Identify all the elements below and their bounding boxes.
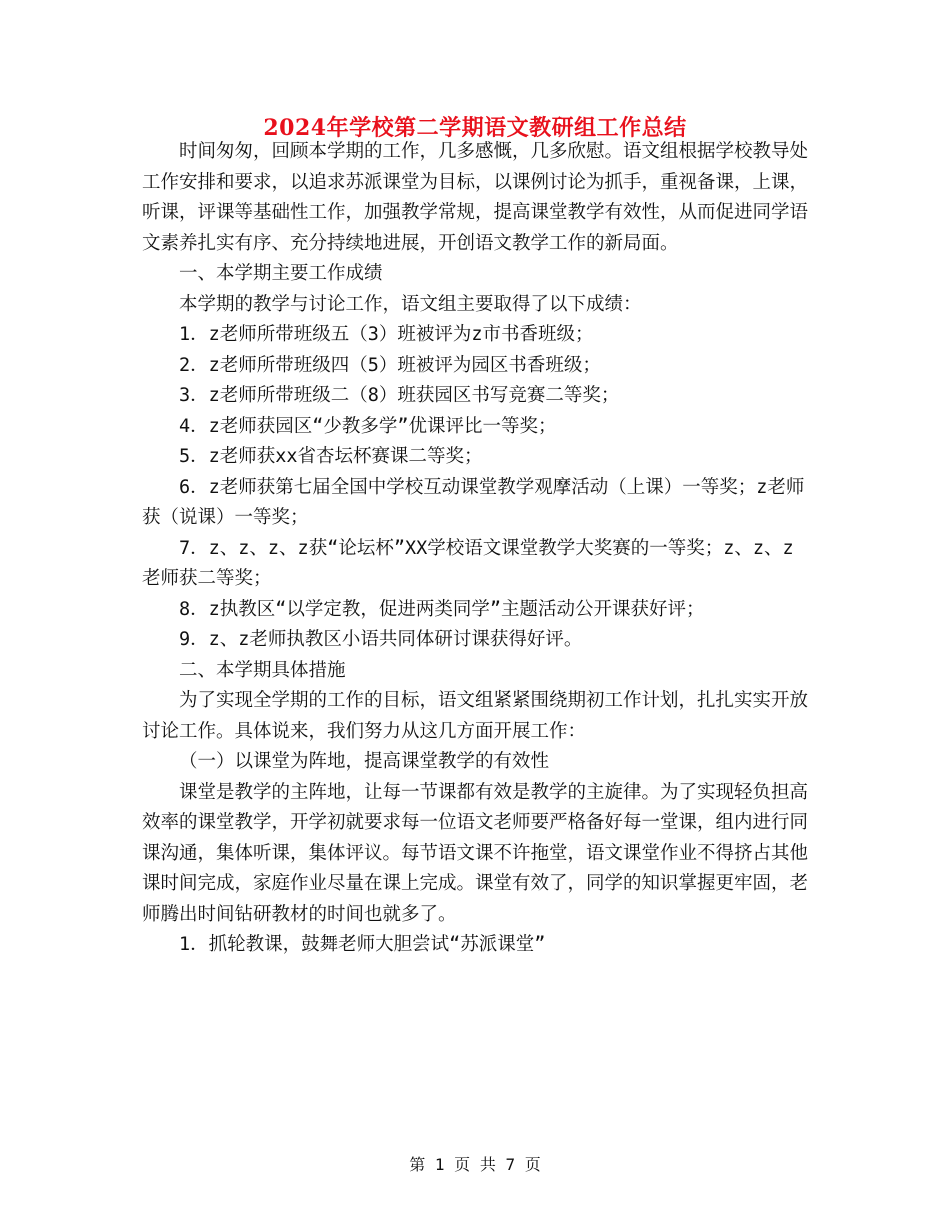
list-item: 1．抓轮教课，鼓舞老师大胆尝试“苏派课堂” (179, 934, 546, 955)
paragraph-classroom: 课堂是教学的主阵地，让每一节课都有效是教学的主旋律。为了实现轻负担高效率的课堂教学，开学初就要求每一位语文老师要严格备好每一堂课，组内进行同课沟通，集体听课，集体评议。每节语文课不许拖堂，语文课堂作业不得挤占其他课时间完成，家庭作业尽量在课上完成。课堂有效了，同学的知识掌握更牢固，老师腾出时间钻研教材的时间也就多了。 (142, 781, 809, 925)
list-item: 7．z、z、z、z获“论坛杯”XX学校语文课堂教学大奖赛的一等奖；z、z、z老师获二等奖； (142, 537, 794, 589)
document-body (142, 137, 812, 961)
list-item: 1．z老师所带班级五（3）班被评为z市书香班级； (179, 324, 594, 345)
subsection-heading-1: （一）以课堂为阵地，提高课堂教学的有效性 (179, 751, 550, 772)
document-title: 2024年学校第二学期语文教研组工作总结 (263, 115, 687, 141)
section-heading-1: 一、本学期主要工作成绩 (179, 263, 383, 284)
paragraph-achievements-intro: 本学期的教学与讨论工作，语文组主要取得了以下成绩： (179, 293, 642, 315)
list-item: 4．z老师获园区“少教多学”优课评比一等奖； (179, 415, 557, 437)
list-item: 2．z老师所带班级四（5）班被评为园区书香班级； (179, 354, 601, 376)
paragraph-measures-intro: 为了实现全学期的工作的目标，语文组紧紧围绕期初工作计划，扎扎实实开放讨论工作。具体说来，我们努力从这几方面开展工作： (142, 690, 809, 742)
list-item: 5．z老师获xx省杏坛杯赛课二等奖； (179, 446, 483, 467)
list-item: 3．z老师所带班级二（8）班获园区书写竞赛二等奖； (179, 385, 620, 406)
section-heading-2: 二、本学期具体措施 (179, 659, 346, 681)
list-item: 8．z执教区“以学定教，促进两类同学”主题活动公开课获好评； (179, 598, 705, 620)
list-item: 6．z老师获第七届全国中学校互动课堂教学观摩活动（上课）一等奖；z老师获（说课）一等奖； (142, 476, 805, 528)
list-item: 9．z、z老师执教区小语共同体研讨课获得好评。 (179, 629, 583, 650)
page-footer: 第 1 页 共 7 页 (409, 1155, 541, 1174)
paragraph-intro: 时间匆匆，回顾本学期的工作，几多感慨，几多欣慰。语文组根据学校教导处工作安排和要求，以追求苏派课堂为目标，以课例讨论为抓手，重视备课，上课，听课，评课等基础性工作，加强教学常规，提高课堂教学有效性，从而促进同学语文素养扎实有序、充分持续地进展，开创语文教学工作的新局面。 (142, 141, 809, 254)
